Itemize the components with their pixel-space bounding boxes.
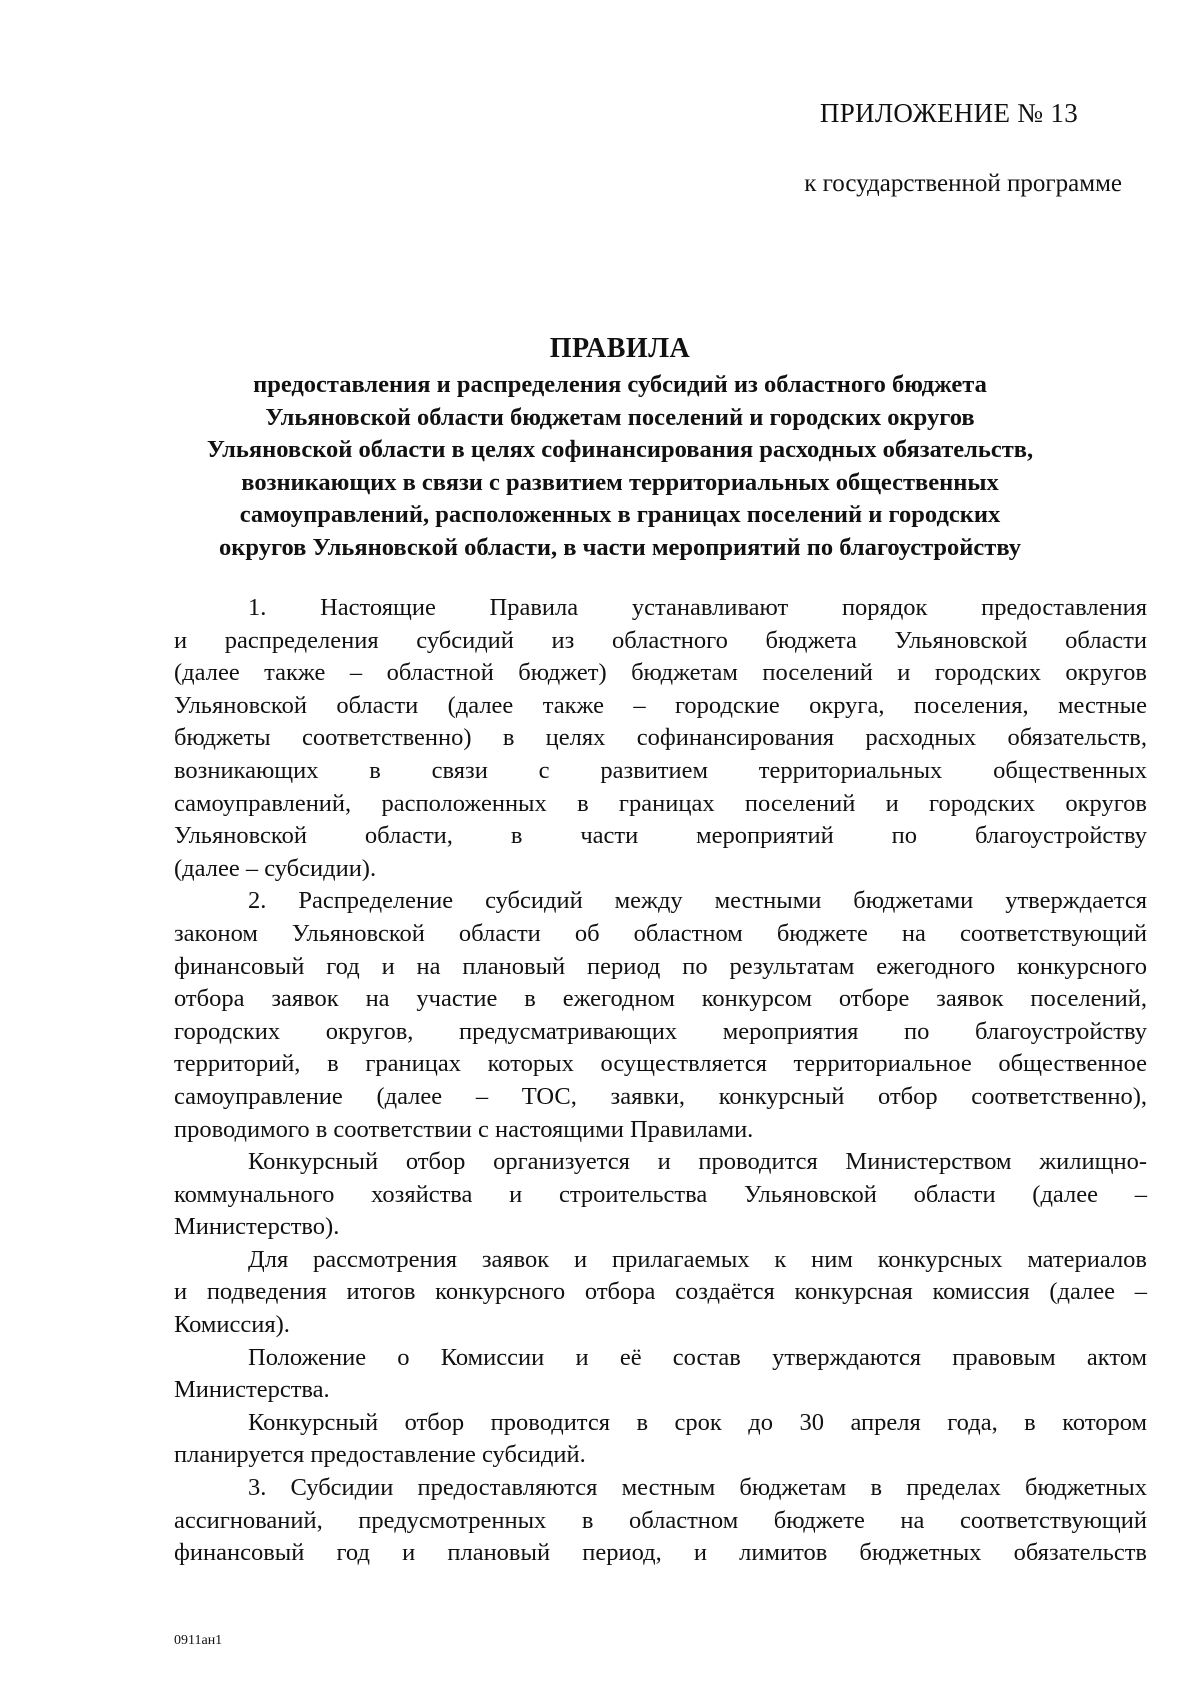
text-line: возникающих в связи с развитием территориальных общественных — [174, 756, 1147, 784]
text-line: территорий, в границах которых осуществляется территориальное общественное — [174, 1050, 1147, 1078]
paragraph-1 — [174, 592, 1147, 885]
text-line: коммунального хозяйства и строительства Ульяновской области (далее – — [174, 1180, 1147, 1208]
text-line: (далее также – областной бюджет) бюджетам поселений и городских округов — [174, 659, 1147, 687]
text-line: ассигнований, предусмотренных в областном бюджете на соответствующий — [174, 1506, 1147, 1534]
text-line: Министерство). — [174, 1213, 340, 1241]
text-line: и подведения итогов конкурсного отбора создаётся конкурсная комиссия (далее – — [174, 1278, 1147, 1306]
text-line: Министерства. — [174, 1376, 330, 1404]
text-line: законом Ульяновской области об областном бюджете на соответствующий — [174, 919, 1147, 947]
text-line: Для рассмотрения заявок и прилагаемых к ним конкурсных материалов — [248, 1245, 1147, 1273]
paragraph-6 — [174, 1407, 1147, 1472]
paragraph-4 — [174, 1244, 1147, 1342]
document-code: 0911ан1 — [174, 1633, 223, 1648]
title-line: Ульяновской области в целях софинансирования расходных обязательств, — [206, 436, 1034, 463]
title-line: округов Ульяновской области, в части мероприятий по благоустройству — [219, 533, 1021, 561]
program-reference: к государственной программе — [804, 170, 1122, 197]
text-line: 3. Субсидии предоставляются местным бюджетам в пределах бюджетных — [248, 1474, 1147, 1502]
title-line: самоуправлений, расположенных в границах поселений и городских — [239, 501, 1001, 528]
title-line: возникающих в связи с развитием территориальных общественных — [241, 468, 999, 496]
text-line: проводимого в соответствии с настоящими Правилами. — [174, 1115, 754, 1143]
text-line: Комиссия). — [174, 1311, 290, 1339]
text-line: Конкурсный отбор организуется и проводится Министерством жилищно- — [248, 1148, 1147, 1176]
document-title — [120, 333, 1120, 564]
title-line: Ульяновской области бюджетам поселений и городских округов — [265, 403, 975, 431]
text-line: отбора заявок на участие в ежегодном конкурсом отборе заявок поселений, — [174, 985, 1147, 1013]
text-line: Ульяновской области, в части мероприятий по благоустройству — [174, 822, 1147, 850]
text-line: бюджеты соответственно) в целях софинансирования расходных обязательств, — [174, 724, 1147, 752]
text-line: (далее – субсидии). — [174, 854, 377, 882]
paragraph-5 — [174, 1342, 1147, 1407]
paragraph-3 — [174, 1146, 1147, 1244]
text-line: самоуправление (далее – ТОС, заявки, конкурсный отбор соответственно), — [174, 1082, 1147, 1110]
text-line: самоуправлений, расположенных в границах поселений и городских округов — [174, 789, 1147, 817]
text-line: Конкурсный отбор проводится в срок до 30 апреля года, в котором — [248, 1408, 1147, 1436]
document-body — [174, 592, 1147, 1570]
text-line: 1. Настоящие Правила устанавливают порядок предоставления — [248, 594, 1147, 621]
text-line: Положение о Комиссии и её состав утверждаются правовым актом — [248, 1343, 1147, 1371]
title-main: ПРАВИЛА — [549, 333, 691, 364]
text-line: финансовый год и на плановый период по результатам ежегодного конкурсного — [174, 952, 1147, 980]
text-line: 2. Распределение субсидий между местными бюджетами утверждается — [248, 887, 1147, 915]
paragraph-7 — [174, 1472, 1147, 1570]
text-line: Ульяновской области (далее также – городские округа, поселения, местные — [174, 691, 1147, 719]
text-line: городских округов, предусматривающих мероприятия по благоустройству — [174, 1017, 1147, 1045]
appendix-number: ПРИЛОЖЕНИЕ № 13 — [819, 98, 1078, 128]
title-line: предоставления и распределения субсидий из областного бюджета — [253, 371, 987, 398]
text-line: финансовый год и плановый период, и лимитов бюджетных обязательств — [174, 1539, 1147, 1567]
text-line: и распределения субсидий из областного бюджета Ульяновской области — [174, 626, 1147, 654]
text-line: планируется предоставление субсидий. — [174, 1441, 586, 1469]
paragraph-2 — [174, 885, 1147, 1146]
